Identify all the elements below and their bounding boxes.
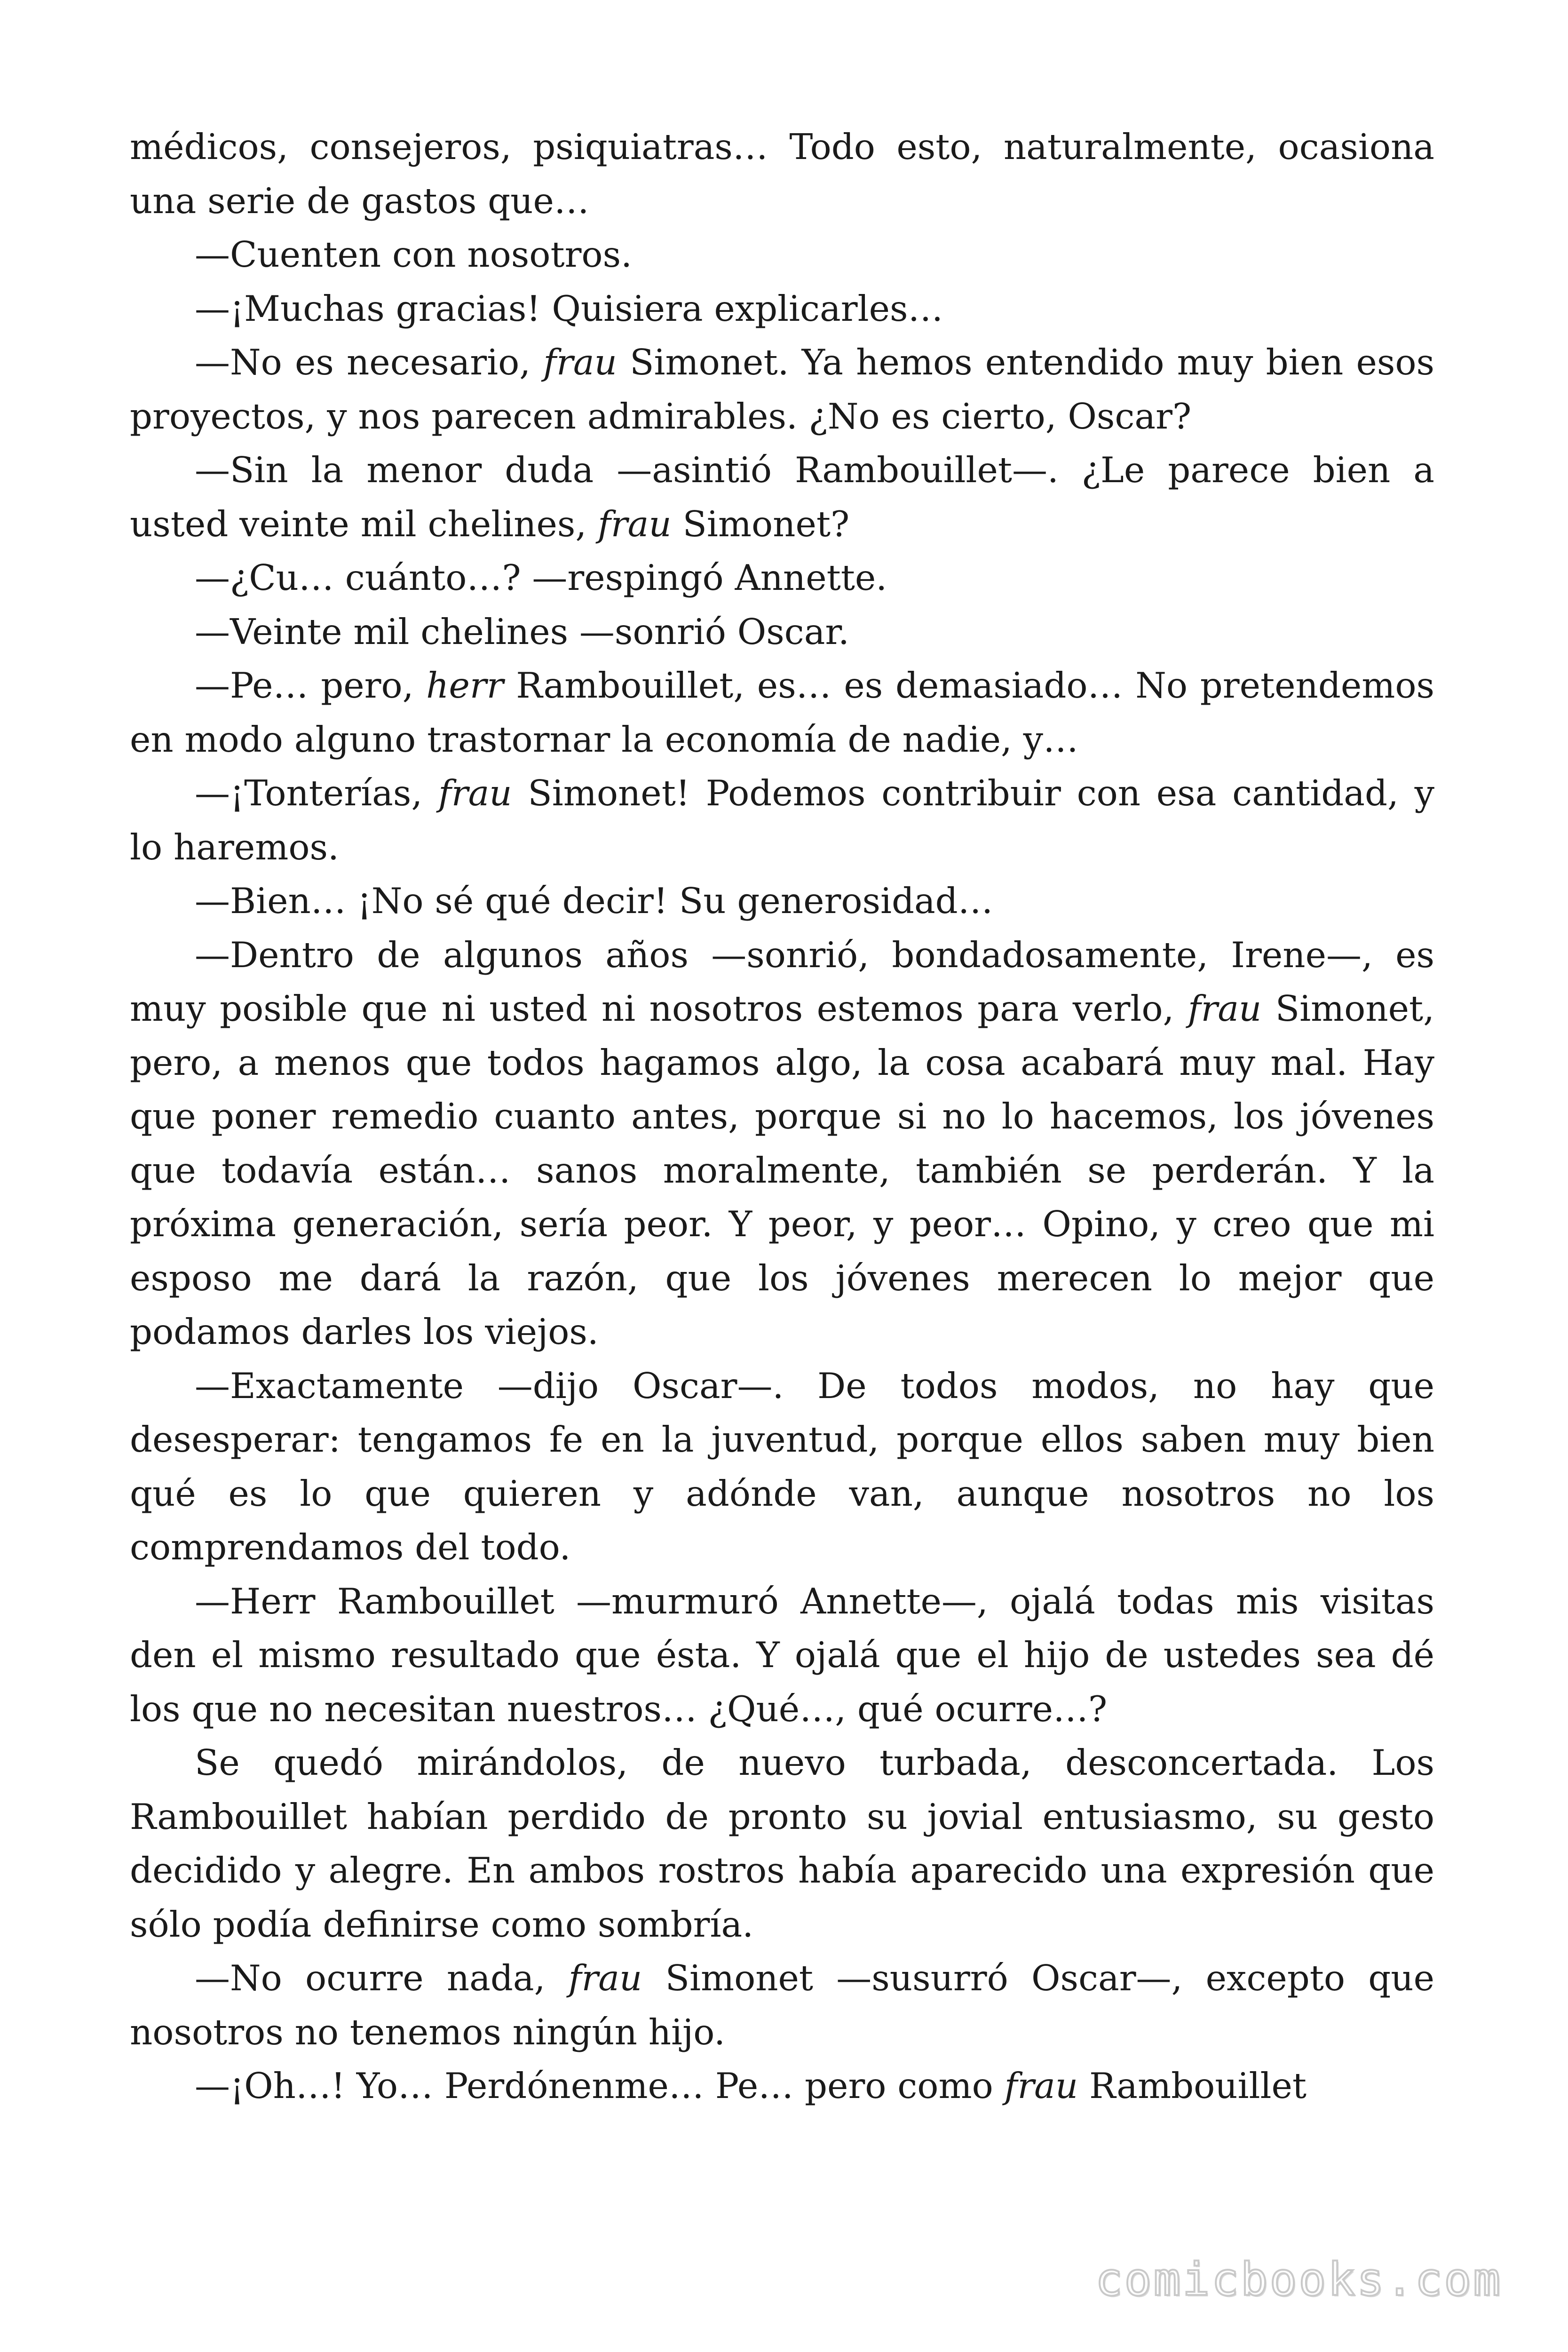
text-segment: —Bien… ¡No sé qué decir! Su generosidad… [195,880,993,922]
paragraph [130,874,1434,928]
text-segment: —Exactamente —dijo Oscar—. De todos modos, no hay que desesperar: tengamos fe en la juventud, porque ellos saben muy bien qué es lo que quieren y adónde van, aunque nosotros no los comprendamos del todo. [130,1365,1434,1568]
paragraph [130,766,1434,874]
paragraph [130,928,1434,1359]
italic-text: herr [426,665,504,706]
paragraph [130,443,1434,551]
text-segment: —No ocurre nada, [195,1957,569,1999]
text-segment: Simonet? [671,503,850,545]
italic-text: frau [568,1957,642,1999]
italic-text: frau [1188,988,1262,1029]
text-segment: Rambouillet [1078,2065,1307,2106]
text-segment: —Sin la menor duda —asintió Rambouillet—. ¿Le parece bien a usted veinte mil chelines, [130,449,1434,545]
italic-text: frau [598,503,672,545]
paragraph [130,659,1434,766]
text-segment: —Veinte mil chelines —sonrió Oscar. [195,611,849,652]
text-segment: —¡Oh…! Yo… Perdónenme… Pe… pero como [195,2065,1005,2106]
paragraph [130,1574,1434,1736]
text-segment: médicos, consejeros, psiquiatras… Todo esto, naturalmente, ocasiona una serie de gastos que… [130,126,1434,222]
text-segment: —¡Muchas gracias! Quisiera explicarles… [195,287,943,329]
paragraph [130,1359,1434,1574]
text-segment: Rambouillet, es… es demasiado… No pretendemos en modo alguno trastornar la economía de nadie, y… [130,665,1434,760]
text-segment: —¿Cu… cuánto…? —respingó Annette. [195,557,887,598]
italic-text: frau [438,772,512,814]
text-segment: —Dentro de algunos años —sonrió, bondadosamente, Irene—, es muy posible que ni usted ni nosotros estemos para verlo, [130,934,1434,1029]
paragraph [130,282,1434,336]
text-segment: —Herr Rambouillet —murmuró Annette—, ojalá todas mis visitas den el mismo resultado que ésta. Y ojalá que el hijo de ustedes sea dé los que no necesitan nuestros… ¿Qué…, qué ocurre…? [130,1580,1434,1730]
text-segment: —No es necesario, [195,342,544,383]
paragraph [130,120,1434,228]
text-segment: Simonet. Ya hemos entendido muy bien esos proyectos, y nos parecen admirables. ¿No es cierto, Oscar? [130,342,1434,437]
text-segment: Simonet! Podemos contribuir con esa cantidad, y lo haremos. [130,772,1434,868]
italic-text: frau [1004,2065,1078,2106]
text-segment: —Pe… pero, [195,665,427,706]
paragraph [130,551,1434,605]
paragraph [130,605,1434,659]
text-segment: —¡Tonterías, [195,772,438,814]
text-segment: Se quedó mirándolos, de nuevo turbada, desconcertada. Los Rambouillet habían perdido de pronto su jovial entusiasmo, su gesto decidido y alegre. En ambos rostros había aparecido una expresión que sólo podía definirse como sombría. [130,1742,1434,1945]
paragraph [130,2059,1434,2113]
paragraph [130,228,1434,282]
paragraph [130,1951,1434,2059]
text-segment: Simonet —susurró Oscar—, excepto que nosotros no tenemos ningún hijo. [130,1957,1434,2053]
paragraph [130,335,1434,443]
italic-text: frau [543,342,617,383]
watermark: comicbooks.com [1095,2253,1502,2306]
text-segment: —Cuenten con nosotros. [195,234,632,275]
text-segment: Simonet, pero, a menos que todos hagamos algo, la cosa acabará muy mal. Hay que poner remedio cuanto antes, porque si no lo hacemos, los jóvenes que todavía están… sanos moralmente, también se perderán. Y la próxima generación, sería peor. Y peor, y peor… Opino, y creo que mi esposo me dará la razón, que los jóvenes merecen lo mejor que podamos darles los viejos. [130,988,1434,1352]
page-body [130,120,1434,2113]
paragraph [130,1736,1434,1951]
